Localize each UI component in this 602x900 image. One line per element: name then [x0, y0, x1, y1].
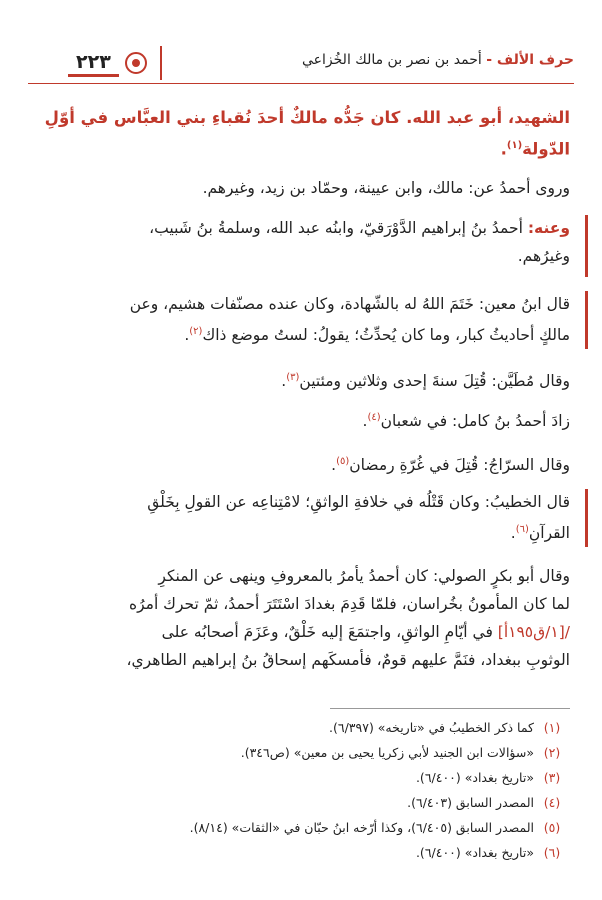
footnote-6 [34, 843, 570, 863]
narrators-line: وروى أحمدُ عن: مالك، وابن عيينة، وحمّاد بن زيد، وغيرهم. [202, 179, 570, 197]
footnote-rule [330, 708, 570, 709]
page-header [28, 48, 574, 82]
footnote-number: (٤) [543, 795, 561, 810]
khatib-line-1: قال الخطيبُ: وكان قَتْلُه في خلافةِ الواثقِ؛ لامْتِناعِه عن القولِ بِخَلْقِ [147, 493, 570, 511]
footnote-text: «سؤالات ابن الجنيد لأبي زكريا يحيى بن معين» (ص٣٤٦). [240, 745, 534, 760]
page-number: ٢٢٣ [68, 50, 119, 77]
paragraph-ibn-main [34, 290, 570, 349]
ornament-icon [125, 52, 147, 74]
footnote-ref: (٤) [367, 412, 381, 423]
paragraph-khatib [34, 488, 570, 547]
mutayyan-line: وقال مُطَيَّن: قُتِلَ سنةَ إحدى وثلاثين ومئتين$^{(٣)}$. [281, 372, 570, 391]
footnote-ref: (٥) [336, 456, 350, 467]
footnote-3 [34, 768, 570, 788]
entry-title: أحمد بن نصر بن مالك الخُزاعي [302, 52, 482, 68]
ibn-kamil-text: زادَ أحمدُ بنُ كامل: في شعبان [380, 412, 570, 431]
footnote-text: كما ذكر الخطيبُ في «تاريخه» (٦/٣٩٧). [329, 720, 534, 735]
page-number-block [68, 48, 147, 78]
margin-bar [585, 291, 588, 349]
footnote-ref: (٦) [515, 524, 529, 535]
paragraph-ibn-kamil [34, 404, 570, 435]
manuscript-marker: /[١/ق١٩٥أ] [497, 623, 570, 641]
footnote-4 [34, 793, 570, 813]
students-label: وعنه: [527, 219, 570, 237]
header-divider [160, 46, 162, 80]
suli-line-2: لما كان المأمونُ بخُراسان، فلمّا قَدِمَ بغدادَ اسْتَتَرَ أحمدُ، ثمّ تحرك أمرُه [128, 595, 570, 613]
paragraph-suli [34, 562, 570, 674]
footnote-number: (٥) [543, 820, 561, 835]
ibn-main-line-2: مالكٍ أحاديثُ كبار، وما كان يُحدِّثُ؛ يقولُ: لستُ موضع ذاك$^{(٢)}$. [184, 326, 570, 345]
header-rule [28, 83, 574, 84]
footnote-number: (٦) [543, 845, 561, 860]
footnote-ref: (٢) [189, 326, 203, 337]
suli-line-1: وقال أبو بكرٍ الصولي: كان أحمدُ يأمرُ بالمعروفِ وينهى عن المنكرِ [158, 567, 570, 585]
footnote-text: المصدر السابق (٦/٤٠٣). [407, 795, 534, 810]
ibn-main-line-1: قال ابنُ معين: خَتَمَ اللهُ له بالشّهادة، وكان عنده مصنّفات هشيم، وعن [129, 295, 570, 313]
paragraph-mutayyan [34, 364, 570, 395]
students-line-1-text: أحمدُ بنُ إبراهيم الدَّوْرَقيّ، وابنُه عبد الله، وسلمةُ بنُ شَبيب، [149, 219, 523, 237]
mutayyan-text: وقال مُطَيَّن: قُتِلَ سنةَ إحدى وثلاثين ومئتين [299, 372, 570, 391]
footnote-number: (٣) [543, 770, 561, 785]
paragraph-intro [34, 104, 570, 164]
running-title [302, 52, 574, 68]
suli-line-3 [34, 618, 570, 646]
intro-line-1: الشهيد، أبو عبد الله. كان جَدُّه مالكٌ أحدَ نُقباءِ بني العبَّاس في أوّلِ [44, 108, 570, 127]
footnote-text: المصدر السابق (٦/٤٠٥)، وكذا أرّخه ابنُ حبّان في «الثقات» (٨/١٤). [189, 820, 534, 835]
khatib-line-2-text: القرآنِ [528, 524, 570, 543]
footnote-1 [34, 718, 570, 738]
margin-bar [585, 489, 588, 547]
suli-line-3-text: في أيّامِ الواثقِ، واجتمَعَ إليه خَلْقٌ، وعَزَمَ أصحابُه على [161, 623, 493, 641]
footnote-number: (١) [543, 720, 561, 735]
chapter-label: حرف الألف - [486, 52, 574, 68]
khatib-line-2: القرآنِ$^{(٦)}$. [510, 524, 570, 543]
ibn-main-line-2-text: مالكٍ أحاديثُ كبار، وما كان يُحدِّثُ؛ يقولُ: لستُ موضع ذاك [202, 326, 570, 345]
footnote-5 [34, 818, 570, 838]
footnote-2 [34, 743, 570, 763]
sarraj-line: وقال السرّاجُ: قُتِلَ في غُرّةِ رمضان$^{(٥)}$. [331, 456, 570, 475]
intro-line-2: الدّولة$^{(١)}$. [500, 139, 570, 159]
sarraj-text: وقال السرّاجُ: قُتِلَ في غُرّةِ رمضان [349, 456, 570, 475]
footnote-ref: (١) [506, 140, 523, 151]
footnote-ref: (٣) [286, 372, 300, 383]
suli-line-4: الوثوبِ ببغداد، فنَمَّ عليهم قومٌ، فأمسكَهم إسحاقُ بنُ إبراهيم الطاهري، [126, 651, 570, 669]
ibn-kamil-line: زادَ أحمدُ بنُ كامل: في شعبان$^{(٤)}$. [362, 412, 570, 431]
footnote-text: «تاريخ بغداد» (٦/٤٠٠). [415, 770, 534, 785]
students-line-1 [34, 214, 570, 242]
footnote-text: «تاريخ بغداد» (٦/٤٠٠). [415, 845, 534, 860]
margin-bar [585, 215, 588, 277]
paragraph-narrators [34, 174, 570, 202]
paragraph-students [34, 214, 570, 270]
paragraph-sarraj [34, 448, 570, 479]
intro-line-2-text: الدّولة [522, 139, 570, 159]
footnote-number: (٢) [543, 745, 561, 760]
students-line-2: وغيرُهم. [517, 247, 570, 265]
